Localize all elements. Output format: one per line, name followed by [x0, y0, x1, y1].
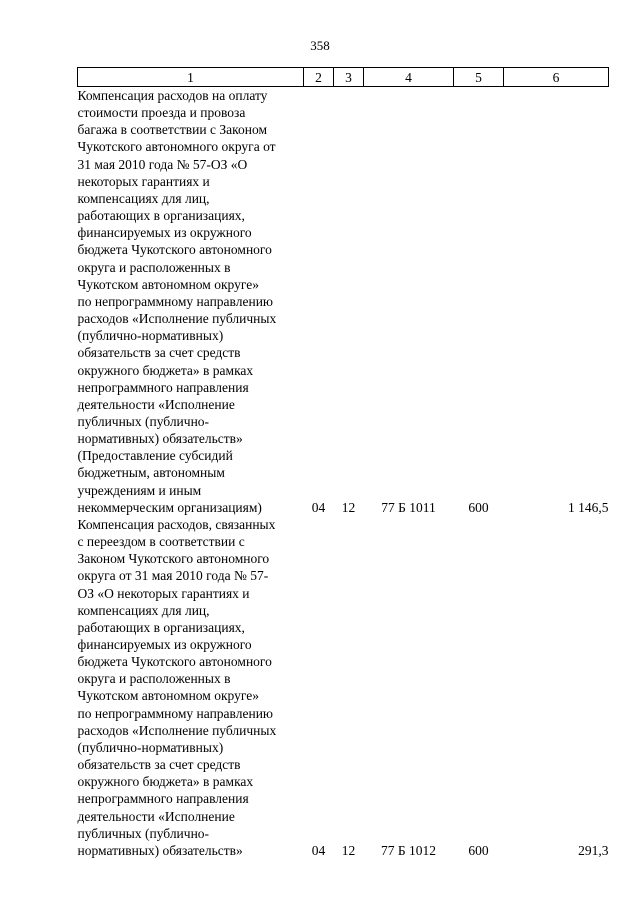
- description-line: Законом Чукотского автономного: [77, 551, 270, 567]
- header-row: [78, 68, 609, 87]
- description-line: работающих в организациях,: [77, 208, 245, 224]
- description-line: бюджета Чукотского автономного: [77, 242, 272, 258]
- description-line: бюджетным, автономным: [77, 465, 225, 481]
- description-line: компенсациях для лиц,: [77, 190, 210, 206]
- description-line: ОЗ «О некоторых гарантиях и: [77, 585, 250, 601]
- budget-table: [77, 67, 609, 859]
- header-col-3: 3: [334, 68, 364, 87]
- description-line: 31 мая 2010 года № 57-ОЗ «О: [77, 156, 248, 172]
- description-line: округа от 31 мая 2010 года № 57-: [77, 568, 269, 584]
- description-line: (публично-нормативных): [77, 328, 224, 344]
- row-target-article: 77 Б 1012: [380, 842, 436, 858]
- row-subsection: 12: [341, 499, 356, 515]
- description-line: Компенсация расходов на оплату: [77, 88, 268, 103]
- row-amount: 1 146,5: [568, 499, 609, 515]
- description-line: Чукотского автономного округа от: [77, 139, 276, 155]
- row-description: [78, 516, 304, 859]
- description-line: финансируемых из окружного: [77, 225, 252, 241]
- row-description: [78, 87, 304, 516]
- header-col-2: 2: [304, 68, 334, 87]
- description-line: публичных (публично-: [77, 825, 210, 841]
- description-line: работающих в организациях,: [77, 619, 245, 635]
- description-line: (публично-нормативных): [77, 739, 224, 755]
- description-line: деятельности «Исполнение: [77, 808, 235, 824]
- table-row: [78, 87, 609, 516]
- description-line: обязательств за счет средств: [77, 345, 241, 361]
- row-amount: 291,3: [578, 842, 609, 858]
- description-line: по непрограммному направлению: [77, 705, 274, 721]
- page-number: 358: [310, 38, 330, 53]
- row-section: 04: [311, 499, 326, 515]
- description-line: окружного бюджета» в рамках: [77, 774, 254, 790]
- description-line: нормативных) обязательств»: [77, 842, 243, 858]
- description-line: по непрограммному направлению: [77, 293, 274, 309]
- row-subsection: 12: [341, 842, 356, 858]
- description-line: округа и расположенных в: [77, 259, 231, 275]
- row-section: 04: [311, 842, 326, 858]
- description-line: Чукотском автономном округе»: [77, 688, 259, 704]
- description-line: багажа в соответствии с Законом: [77, 122, 267, 138]
- description-line: нормативных) обязательств»: [77, 431, 243, 447]
- row-expense-type: 600: [468, 499, 489, 515]
- description-line: компенсациях для лиц,: [77, 602, 210, 618]
- header-col-5: 5: [454, 68, 504, 87]
- description-line: непрограммного направления: [77, 791, 249, 807]
- description-line: Компенсация расходов, связанных: [77, 516, 276, 532]
- row-expense-type: 600: [468, 842, 489, 858]
- description-line: обязательств за счет средств: [77, 757, 241, 773]
- description-line: расходов «Исполнение публичных: [77, 311, 277, 327]
- description-line: некоммерческим организациям): [77, 499, 262, 515]
- header-col-1: 1: [78, 68, 304, 87]
- description-line: бюджета Чукотского автономного: [77, 654, 272, 670]
- description-line: некоторых гарантиях и: [77, 173, 210, 189]
- description-line: (Предоставление субсидий: [77, 448, 233, 464]
- description-line: расходов «Исполнение публичных: [77, 722, 277, 738]
- description-line: деятельности «Исполнение: [77, 396, 235, 412]
- description-line: финансируемых из окружного: [77, 637, 252, 652]
- header-col-6: 6: [504, 68, 609, 87]
- table-row: [78, 516, 609, 859]
- description-line: стоимости проезда и провоза: [77, 105, 246, 121]
- description-line: Чукотском автономном округе»: [77, 276, 259, 292]
- description-line: непрограммного направления: [77, 379, 249, 395]
- description-line: с переездом в соответствии с: [77, 534, 245, 550]
- description-line: округа и расположенных в: [77, 671, 231, 687]
- description-line: публичных (публично-: [77, 413, 210, 429]
- row-target-article: 77 Б 1011: [381, 499, 436, 515]
- description-line: учреждениям и иным: [77, 482, 202, 498]
- header-col-4: 4: [364, 68, 454, 87]
- description-line: окружного бюджета» в рамках: [77, 362, 254, 378]
